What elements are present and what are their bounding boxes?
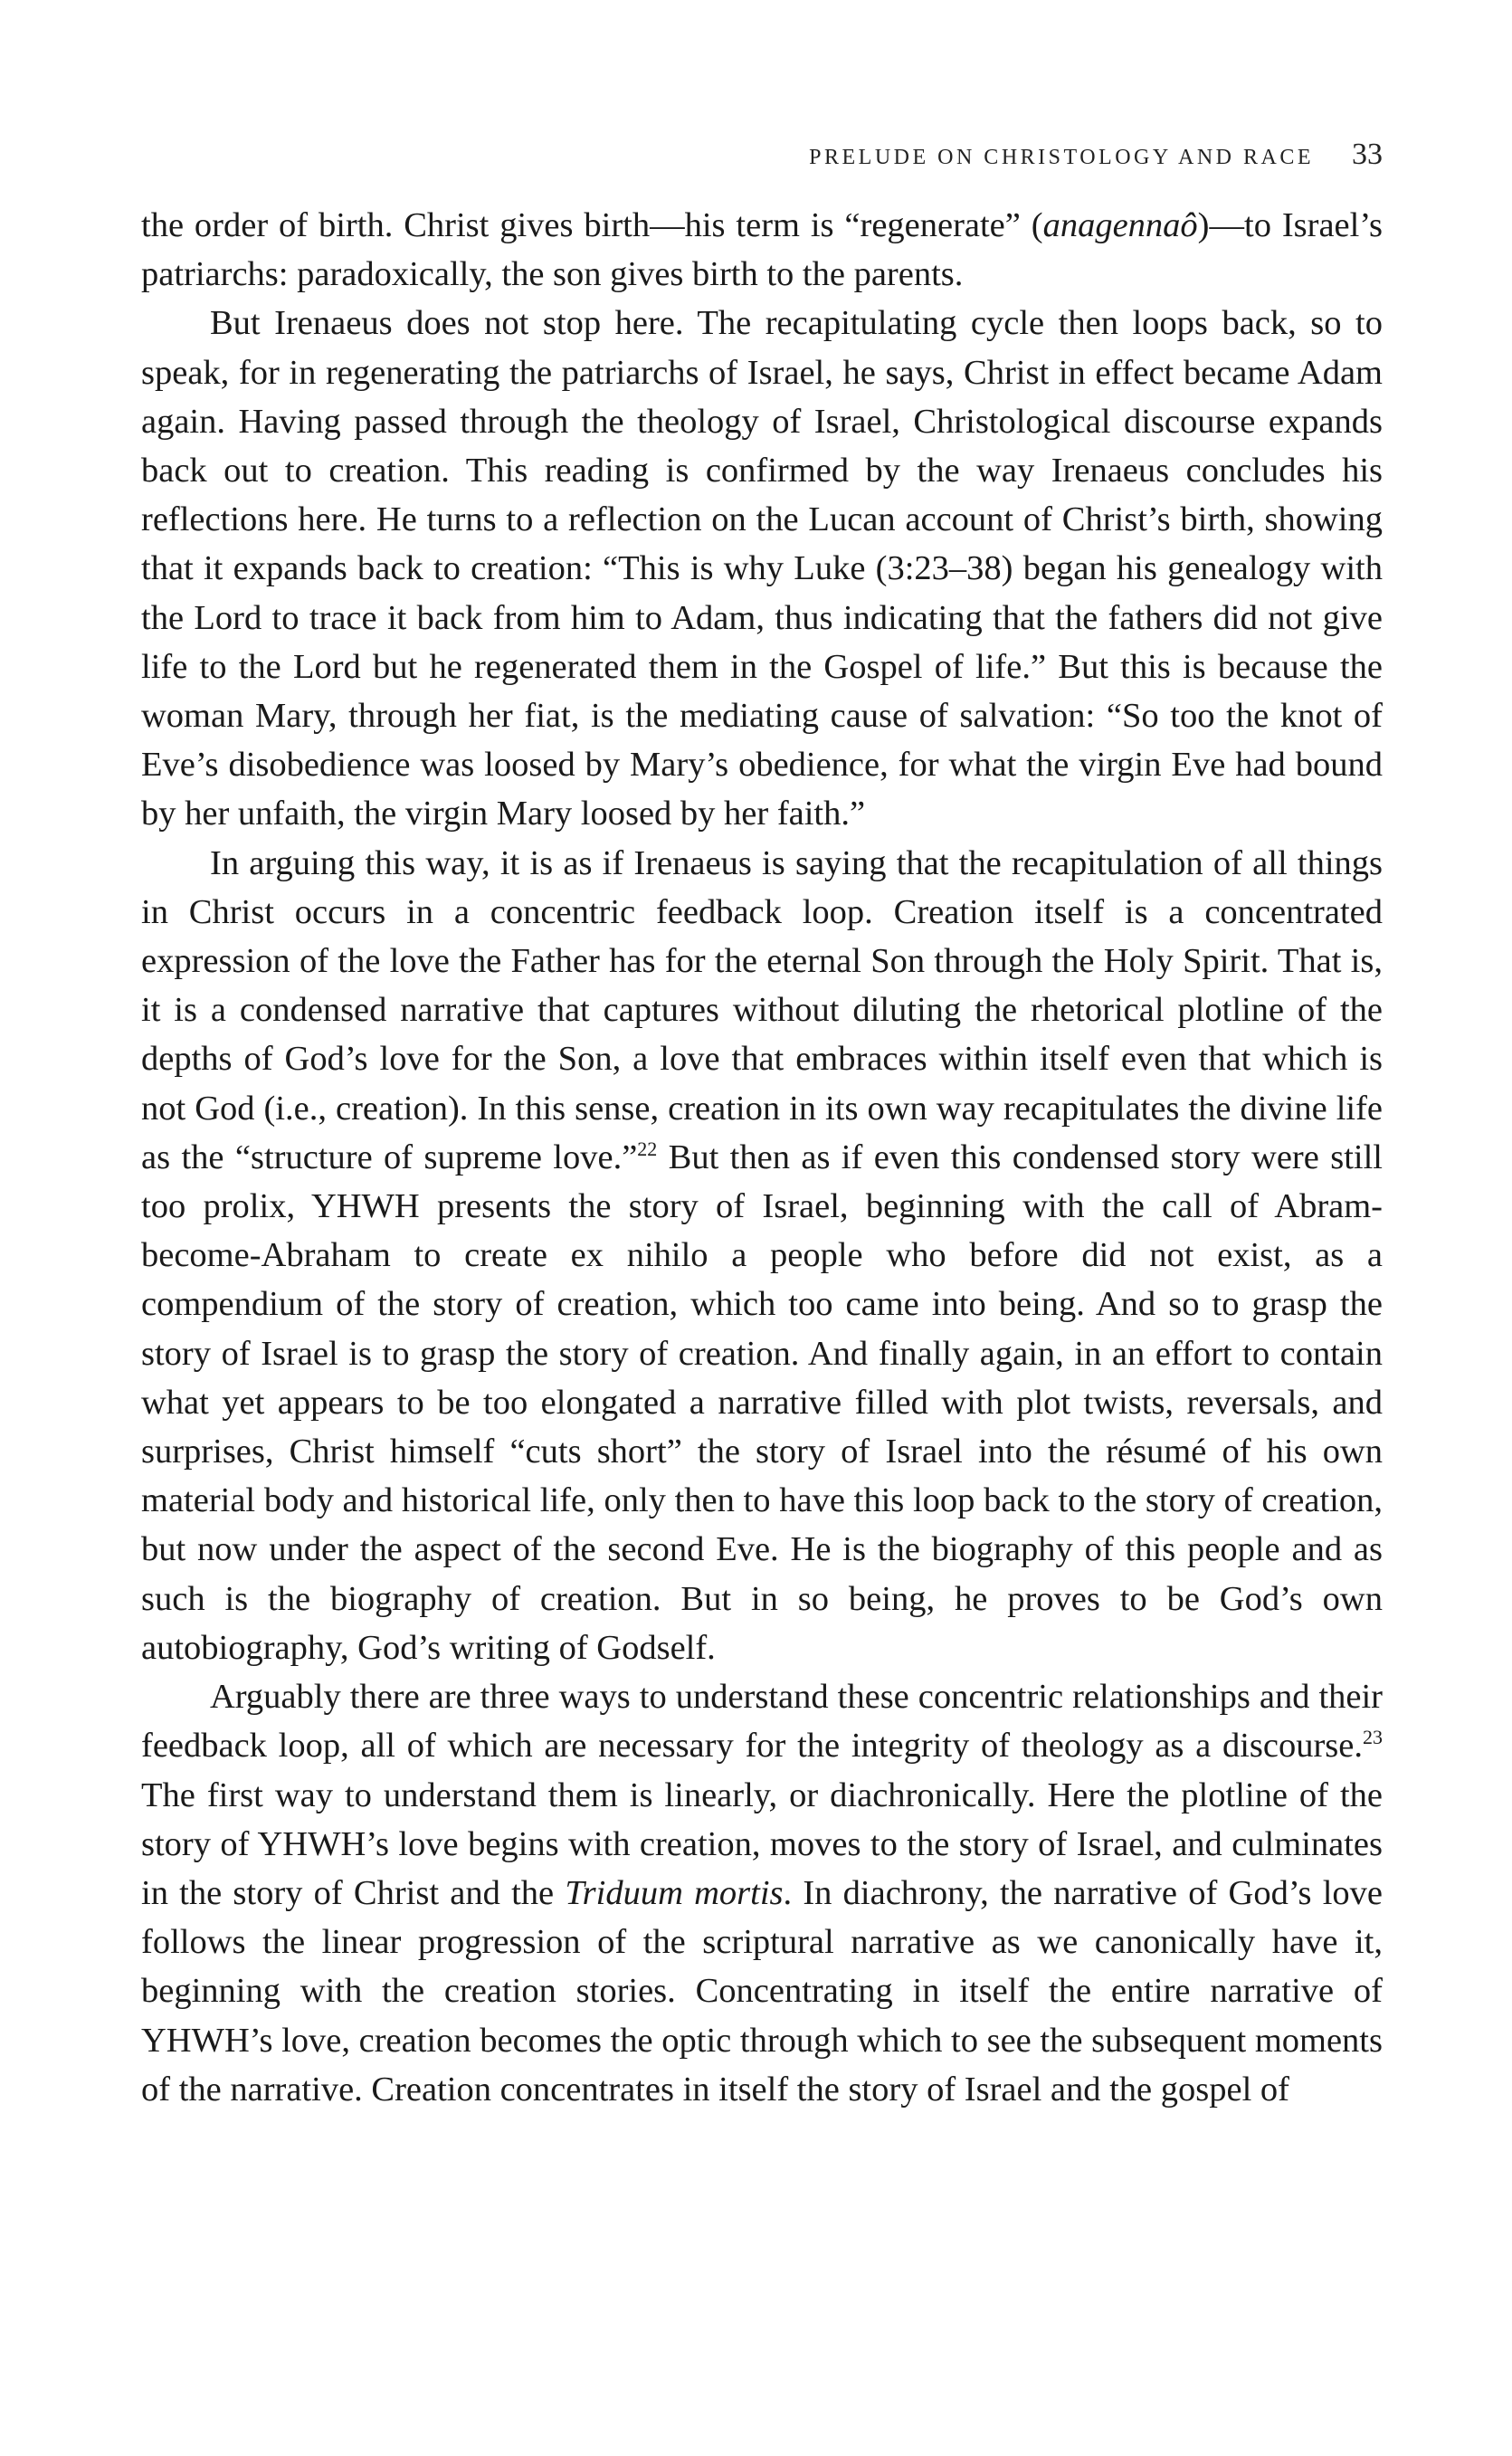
paragraph-3-text-a: In arguing this way, it is as if Irenaeus is saying that the recapitulation of all things in Christ occurs in a concentric feedback loop. Creation itself is a concentrated expression of the love the Father has for the eternal Son through the Holy Spirit. That is, it is a condensed narrative that captures without diluting the rhetorical plotline of the depths of God’s love for the Son, a love that embraces within itself even that which is not God (i.e., creation). In this sense, creation in its own way recapitulates the divine life as the “structure of supreme love.” — [141, 843, 1383, 1176]
latin-term: Triduum mortis — [565, 1873, 784, 1912]
body-text — [141, 201, 1383, 2114]
paragraph-1-text-b: )—to Israel’s patriarchs: paradoxically, the son gives birth to the parents. — [141, 206, 1384, 294]
paragraph-4 — [141, 1672, 1383, 2114]
paragraph-4-text-a: Arguably there are three ways to understand these concentric relationships and their feedback loop, all of which are necessary for the integrity of theology as a discourse. — [141, 1678, 1383, 1766]
greek-term: anagennaô — [1042, 206, 1198, 244]
paragraph-2: But Irenaeus does not stop here. The recapitulating cycle then loops back, so to speak, for in regenerating the patriarchs of Israel, he says, Christ in effect became Adam again. Having passed through the theology of Israel, Christological discourse expands back out to creation. This reading is confirmed by the way Irenaeus concludes his reflections here. He turns to a reflection on the Lucan account of Christ’s birth, showing that it expands back to creation: “This is why Luke (3:23–38) began his genealogy with the Lord to trace it back from him to Adam, thus indicating that the fathers did not give life to the Lord but he regenerated them in the Gospel of life.” But this is because the woman Mary, through her fiat, is the mediating cause of salvation: “So too the knot of Eve’s disobedience was loosed by Mary’s obedience, for what the virgin Eve had bound by her unfaith, the virgin Mary loosed by her faith.” — [141, 304, 1383, 833]
paragraph-1 — [141, 201, 1383, 299]
paragraph-4-text-b: The first way to understand them is linearly, or diachronically. Here the plotline of the story of YHWH’s love begins with creation, moves to the story of Israel, and culminates in the story of Christ and the — [141, 1775, 1383, 1912]
footnote-ref-22: 22 — [637, 1138, 658, 1161]
paragraph-3 — [141, 839, 1383, 1672]
page-number: 33 — [1352, 138, 1383, 171]
paragraph-1-text-a: the order of birth. Christ gives birth—his term is “regenerate” ( — [141, 206, 1043, 244]
paragraph-3-text-b: But then as if even this condensed story were still too prolix, YHWH presents the story of Israel, beginning with the call of Abram-become-Abraham to create ex nihilo a people who before did not exist, as a compendium of the story of creation, which too came into being. And so to grasp the story of Israel is to grasp the story of creation. And finally again, in an effort to contain what yet appears to be too elongated a narrative filled with plot twists, reversals, and surprises, Christ himself “cuts short” the story of Israel into the résumé of his own material body and historical life, only then to have this loop back to the story of creation, but now under the aspect of the second Eve. He is the biography of this people and as such is the biography of creation. But in so being, he proves to be God’s own autobiography, God’s writing of Godself. — [141, 1138, 1383, 1667]
running-header — [141, 138, 1383, 172]
footnote-ref-23: 23 — [1363, 1726, 1383, 1749]
running-title: PRELUDE ON CHRISTOLOGY AND RACE — [809, 146, 1314, 169]
paragraph-4-text-c: . In diachrony, the narrative of God’s love follows the linear progression of the scriptural narrative as we canonically have it, beginning with the creation stories. Concentrating in itself the entire narrative of YHWH’s love, creation becomes the optic through which to see the subsequent moments of the narrative. Creation concentrates in itself the story of Israel and the gospel of — [141, 1873, 1383, 2109]
